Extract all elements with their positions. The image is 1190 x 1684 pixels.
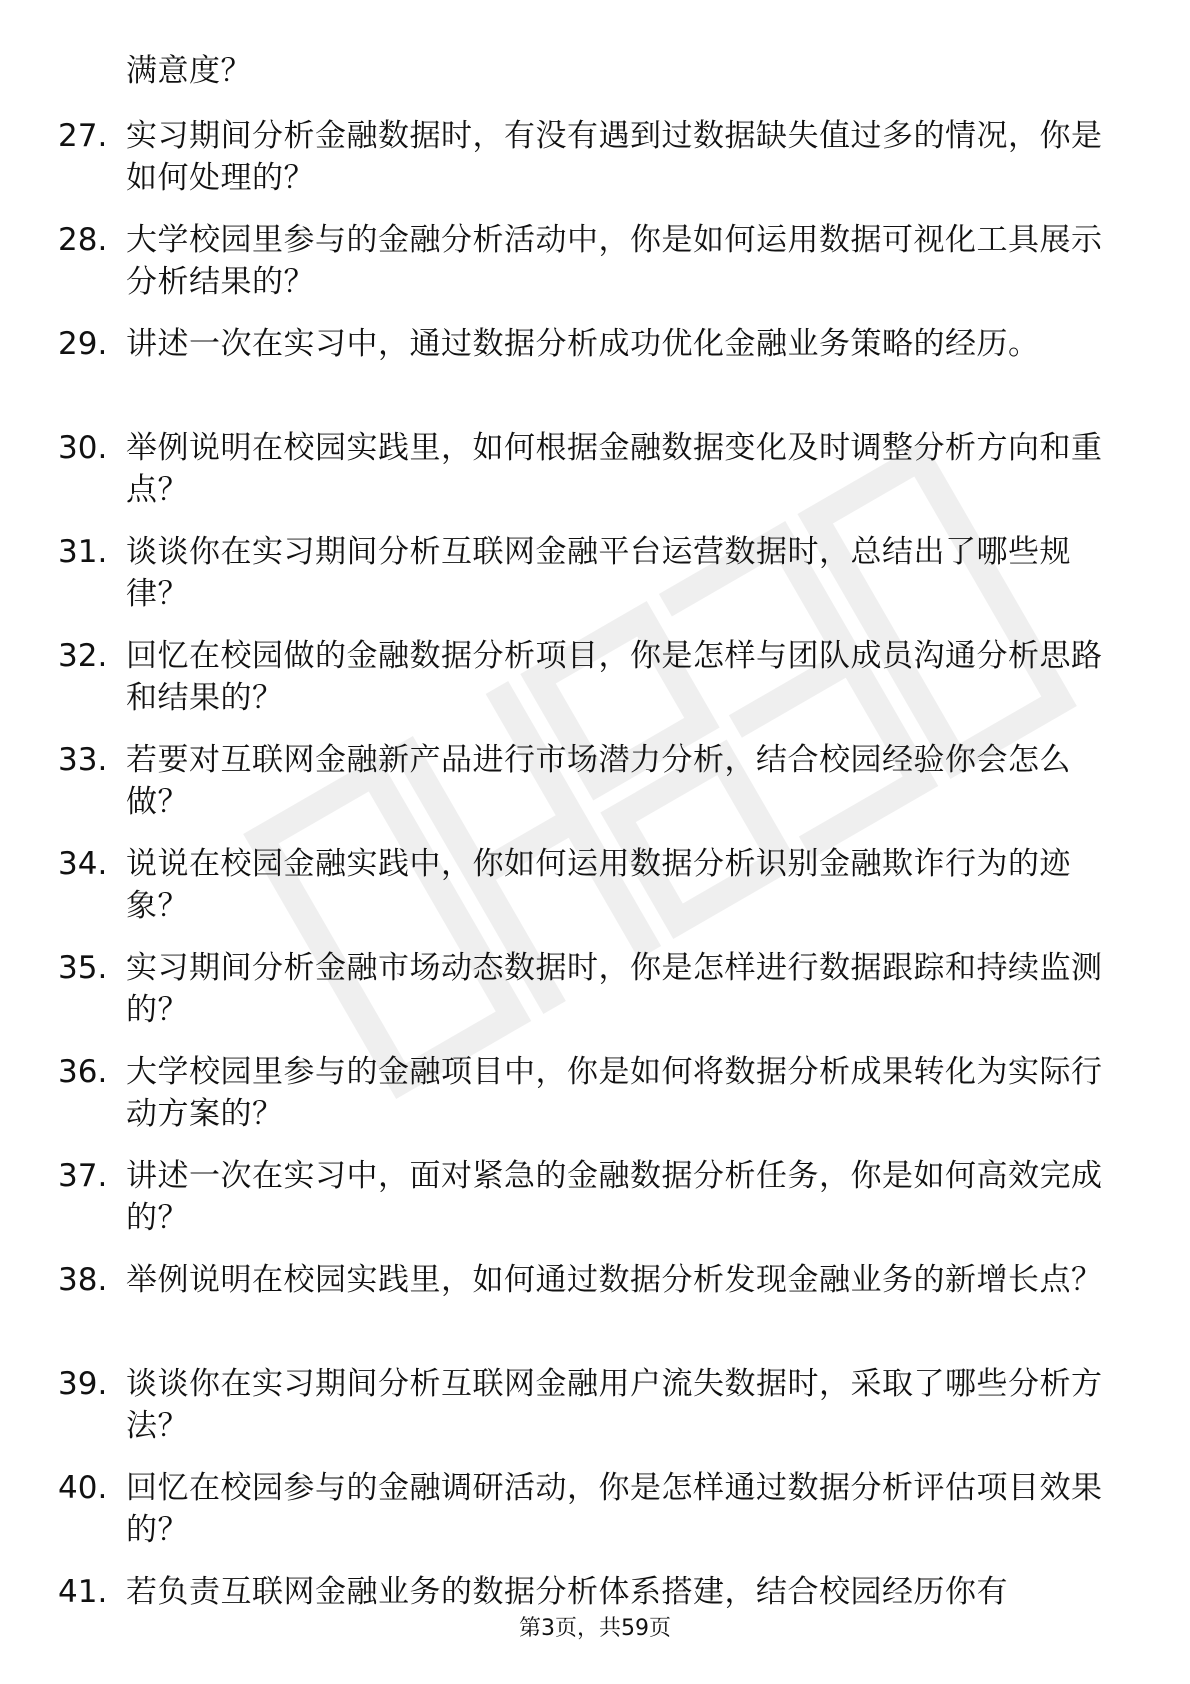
question-text: 实习期间分析金融市场动态数据时，你是怎样进行数据跟踪和持续监测的？ — [126, 950, 1103, 1028]
question-text: 谈谈你在实习期间分析互联网金融用户流失数据时，采取了哪些分析方法？ — [126, 1366, 1103, 1444]
question-item — [0, 635, 1190, 739]
page-number-footer: 第3页，共59页 — [519, 1616, 671, 1641]
question-number: 31. — [58, 534, 108, 570]
question-item — [0, 1155, 1190, 1259]
question-item — [0, 219, 1190, 323]
continued-question-text: 满意度？ — [126, 53, 252, 89]
question-number: 34. — [58, 846, 108, 882]
question-item — [0, 843, 1190, 947]
question-item — [0, 427, 1190, 531]
question-number: 39. — [58, 1366, 108, 1402]
question-number: 37. — [58, 1158, 108, 1194]
question-text: 若要对互联网金融新产品进行市场潜力分析，结合校园经验你会怎么做？ — [126, 742, 1071, 820]
question-text: 回忆在校园参与的金融调研活动，你是怎样通过数据分析评估项目效果的？ — [126, 1470, 1103, 1548]
question-text: 实习期间分析金融数据时，有没有遇到过数据缺失值过多的情况，你是如何处理的？ — [126, 118, 1103, 196]
question-item — [0, 1051, 1190, 1155]
question-item — [0, 1467, 1190, 1571]
question-number: 28. — [58, 222, 108, 258]
question-text: 举例说明在校园实践里，如何根据金融数据变化及时调整分析方向和重点？ — [126, 430, 1103, 508]
question-text: 讲述一次在实习中，通过数据分析成功优化金融业务策略的经历。 — [126, 326, 1040, 362]
question-number: 35. — [58, 950, 108, 986]
question-item — [0, 739, 1190, 843]
question-list — [0, 115, 1190, 1675]
question-number: 38. — [58, 1262, 108, 1298]
question-number: 41. — [58, 1574, 108, 1610]
question-text: 举例说明在校园实践里，如何通过数据分析发现金融业务的新增长点？ — [126, 1262, 1103, 1298]
question-item — [0, 947, 1190, 1051]
question-text: 回忆在校园做的金融数据分析项目，你是怎样与团队成员沟通分析思路和结果的？ — [126, 638, 1103, 716]
question-item — [0, 115, 1190, 219]
question-text: 讲述一次在实习中，面对紧急的金融数据分析任务，你是如何高效完成的？ — [126, 1158, 1103, 1236]
question-item — [0, 323, 1190, 427]
question-number: 36. — [58, 1054, 108, 1090]
question-item — [0, 1363, 1190, 1467]
question-text: 谈谈你在实习期间分析互联网金融平台运营数据时，总结出了哪些规律？ — [126, 534, 1071, 612]
question-number: 33. — [58, 742, 108, 778]
question-number: 29. — [58, 326, 108, 362]
question-text: 若负责互联网金融业务的数据分析体系搭建，结合校园经历你有 — [126, 1574, 1008, 1610]
question-number: 30. — [58, 430, 108, 466]
question-text: 大学校园里参与的金融分析活动中，你是如何运用数据可视化工具展示分析结果的？ — [126, 222, 1103, 300]
question-text: 大学校园里参与的金融项目中，你是如何将数据分析成果转化为实际行动方案的？ — [126, 1054, 1103, 1132]
question-text: 说说在校园金融实践中，你如何运用数据分析识别金融欺诈行为的迹象？ — [126, 846, 1071, 924]
question-item — [0, 531, 1190, 635]
question-item — [0, 1259, 1190, 1363]
question-number: 27. — [58, 118, 108, 154]
question-number: 40. — [58, 1470, 108, 1506]
question-number: 32. — [58, 638, 108, 674]
